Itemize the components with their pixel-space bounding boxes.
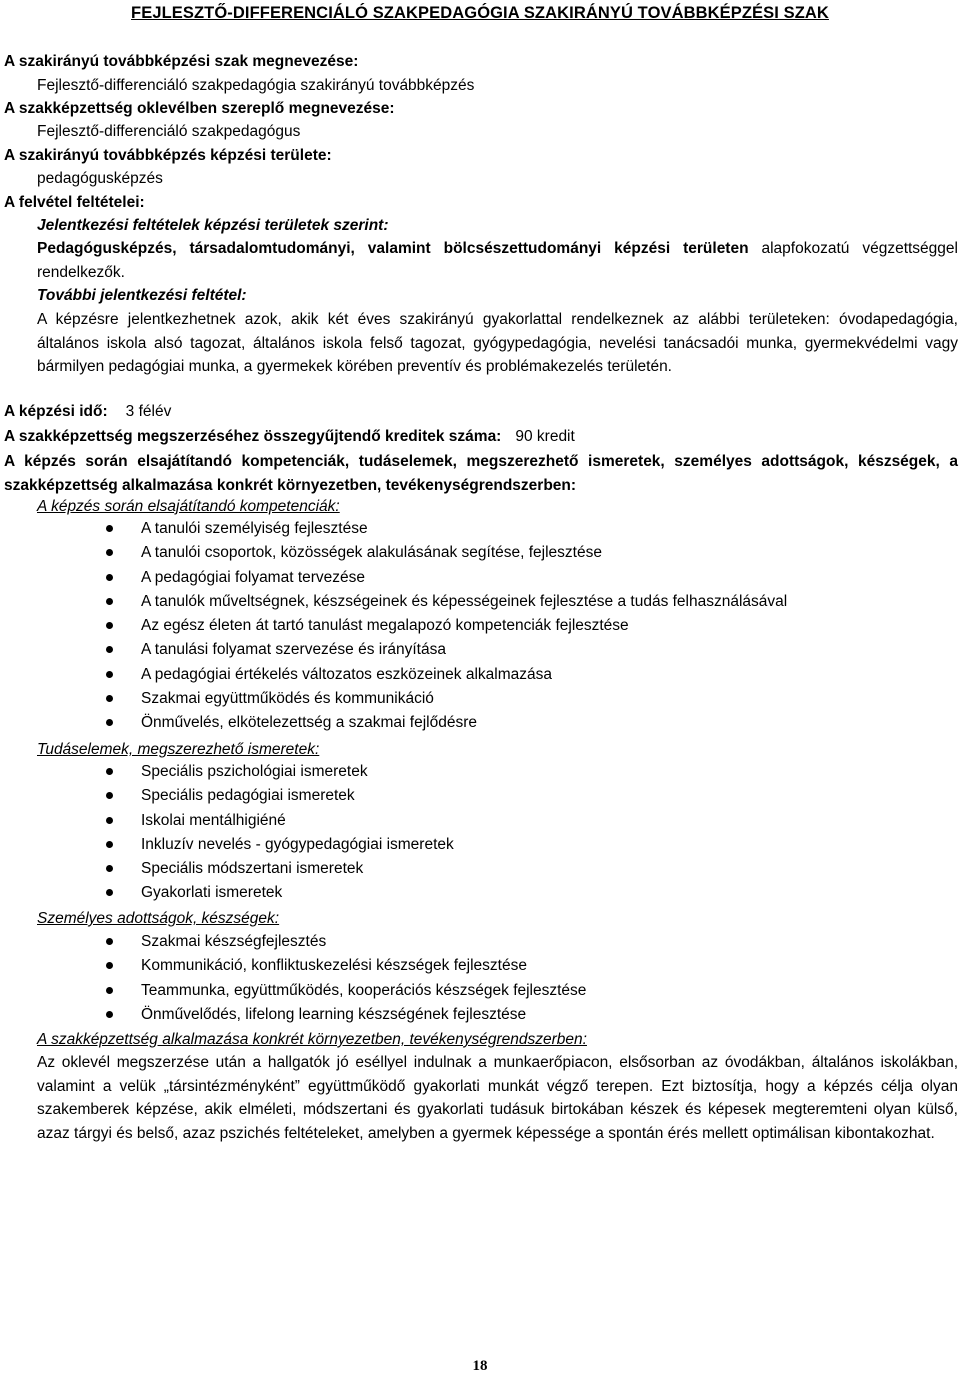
list-item-text: Önművelés, elkötelezettség a szakmai fejlődésre [141,714,477,732]
certificate-name-value: Fejlesztő-differenciáló szakpedagógus [37,123,301,140]
bullet-icon [106,622,113,629]
bullet-icon [106,549,113,556]
application-text: Az oklevél megszerzése után a hallgatók jó eséllyel indulnak a munkaerőpiacon, elsősorban az óvodákban, általános iskolákban, valamint a velük „társintézményként” együttműködő gyakorlati munkát végző terepen. Ezt biztosítja, hogy a képzés célja olyan szakemberek képzése, akik elméleti, módszertani és gyakorlati tudásuk birtokában készek és képesek megteremteni olyan külső, azaz tárgyi és belső, azaz pszichés feltételeket, amelyben a gyermek képessége a spontán érés mellett optimálisan kibontakozhat. [37,1054,958,1142]
list-item-text: Gyakorlati ismeretek [141,884,283,902]
document-title: FEJLESZTŐ-DIFFERENCIÁLÓ SZAKPEDAGÓGIA SZAKIRÁNYÚ TOVÁBBKÉPZÉSI SZAK [131,4,829,22]
admission-text-bold: Pedagógusképzés, társadalomtudományi, valamint bölcsészettudományi képzési területen [37,240,749,257]
duration-label: A képzési idő: [4,403,108,420]
duration-value: 3 félév [125,403,172,420]
admission-label: A felvétel feltételei: [4,194,145,211]
credits-row [4,427,575,447]
bullet-icon [106,646,113,653]
program-name-value: Fejlesztő-differenciáló szakpedagógia szakirányú továbbképzés [37,77,475,94]
bullet-icon [106,671,113,678]
bullet-icon [106,768,113,775]
list-item-text: A tanulói csoportok, közösségek alakulásának segítése, fejlesztése [141,544,602,562]
credits-label: A szakképzettség megszerzéséhez összegyűjtendő kreditek száma: [4,428,502,445]
bullet-icon [106,817,113,824]
list-item-text: Iskolai mentálhigiéné [141,811,286,829]
list-item-text: Speciális pszichológiai ismeretek [141,763,368,780]
bullet-icon [106,574,113,581]
bullet-icon [106,719,113,726]
admission-text [37,237,958,284]
bullet-icon [106,987,113,994]
list-item-text: A pedagógiai értékelés változatos eszközeinek alkalmazása [141,665,552,683]
list-item-text: Inkluzív nevelés - gyógypedagógiai ismeretek [141,835,454,853]
list-item-text: Önművelődés, lifelong learning készségének fejlesztése [141,1005,527,1023]
list-item-text: Speciális pedagógiai ismeretek [141,787,355,805]
list-item-text: A pedagógiai folyamat tervezése [141,568,366,586]
training-area-value: pedagógusképzés [37,170,163,187]
bullet-icon [106,938,113,945]
credits-value: 90 kredit [515,428,575,445]
knowledge-heading: Tudáselemek, megszerezhető ismeretek: [37,741,320,758]
list-item-text: A tanulók műveltségnek, készségeinek és képességeinek fejlesztése a tudás felhasználásával [141,592,788,610]
bullet-icon [106,695,113,702]
list-item-text: A tanulási folyamat szervezése és irányítása [141,641,446,659]
bullet-icon [106,525,113,532]
list-item-text: Teammunka, együttműködés, kooperációs készségek fejlesztése [141,981,587,999]
application-heading: A szakképzettség alkalmazása konkrét környezetben, tevékenységrendszerben: [37,1031,587,1048]
bullet-icon [106,598,113,605]
competences-heading: A képzés során elsajátítandó kompetenciák: [37,498,340,515]
bullet-icon [106,792,113,799]
list-item-text: Kommunikáció, konfliktuskezelési készségek fejlesztése [141,957,527,975]
admission-subheading: Jelentkezési feltételek képzési területek szerint: [37,217,389,234]
bullet-icon [106,841,113,848]
list-item-text: A tanulói személyiség fejlesztése [141,520,368,537]
program-name-label: A szakirányú továbbképzési szak megnevezése: [4,53,359,70]
bullet-icon [106,865,113,872]
admission-text-rest: alapfokozatú végzettséggel rendelkezők. [37,240,958,281]
list-item-text: Szakmai készségfejlesztés [141,933,327,950]
further-condition-label: További jelentkezési feltétel: [37,287,247,304]
bullet-icon [106,889,113,896]
certificate-name-label: A szakképzettség oklevélben szereplő megnevezése: [4,100,395,117]
bullet-icon [106,962,113,969]
duration-row [4,402,171,422]
training-area-label: A szakirányú továbbképzés képzési területe: [4,147,332,164]
bullet-icon [106,1011,113,1018]
further-condition-text: A képzésre jelentkezhetnek azok, akik két éves szakirányú gyakorlattal rendelkeznek az alábbi területeken: óvodapedagógia, általános iskola alsó tagozat, általános iskola felső tagozat, gyógypedagógia, nevelési tanácsadói munka, gyermekvédelmi vagy bármilyen pedagógiai munka, a gyermekek körében preventív és problémakezelés területén. [37,311,958,375]
competence-heading: A képzés során elsajátítandó kompetenciák, tudáselemek, megszerezhető ismeretek, személyes adottságok, készségek, a szakképzettség alkalmazása konkrét környezetben, tevékenységrendszerben: [4,453,958,494]
list-item-text: Speciális módszertani ismeretek [141,860,364,878]
page-number: 18 [472,1358,488,1374]
list-item-text: Szakmai együttműködés és kommunikáció [141,690,434,708]
list-item-text: Az egész életen át tartó tanulást megalapozó kompetenciák fejlesztése [141,617,629,635]
skills-heading: Személyes adottságok, készségek: [37,910,280,927]
